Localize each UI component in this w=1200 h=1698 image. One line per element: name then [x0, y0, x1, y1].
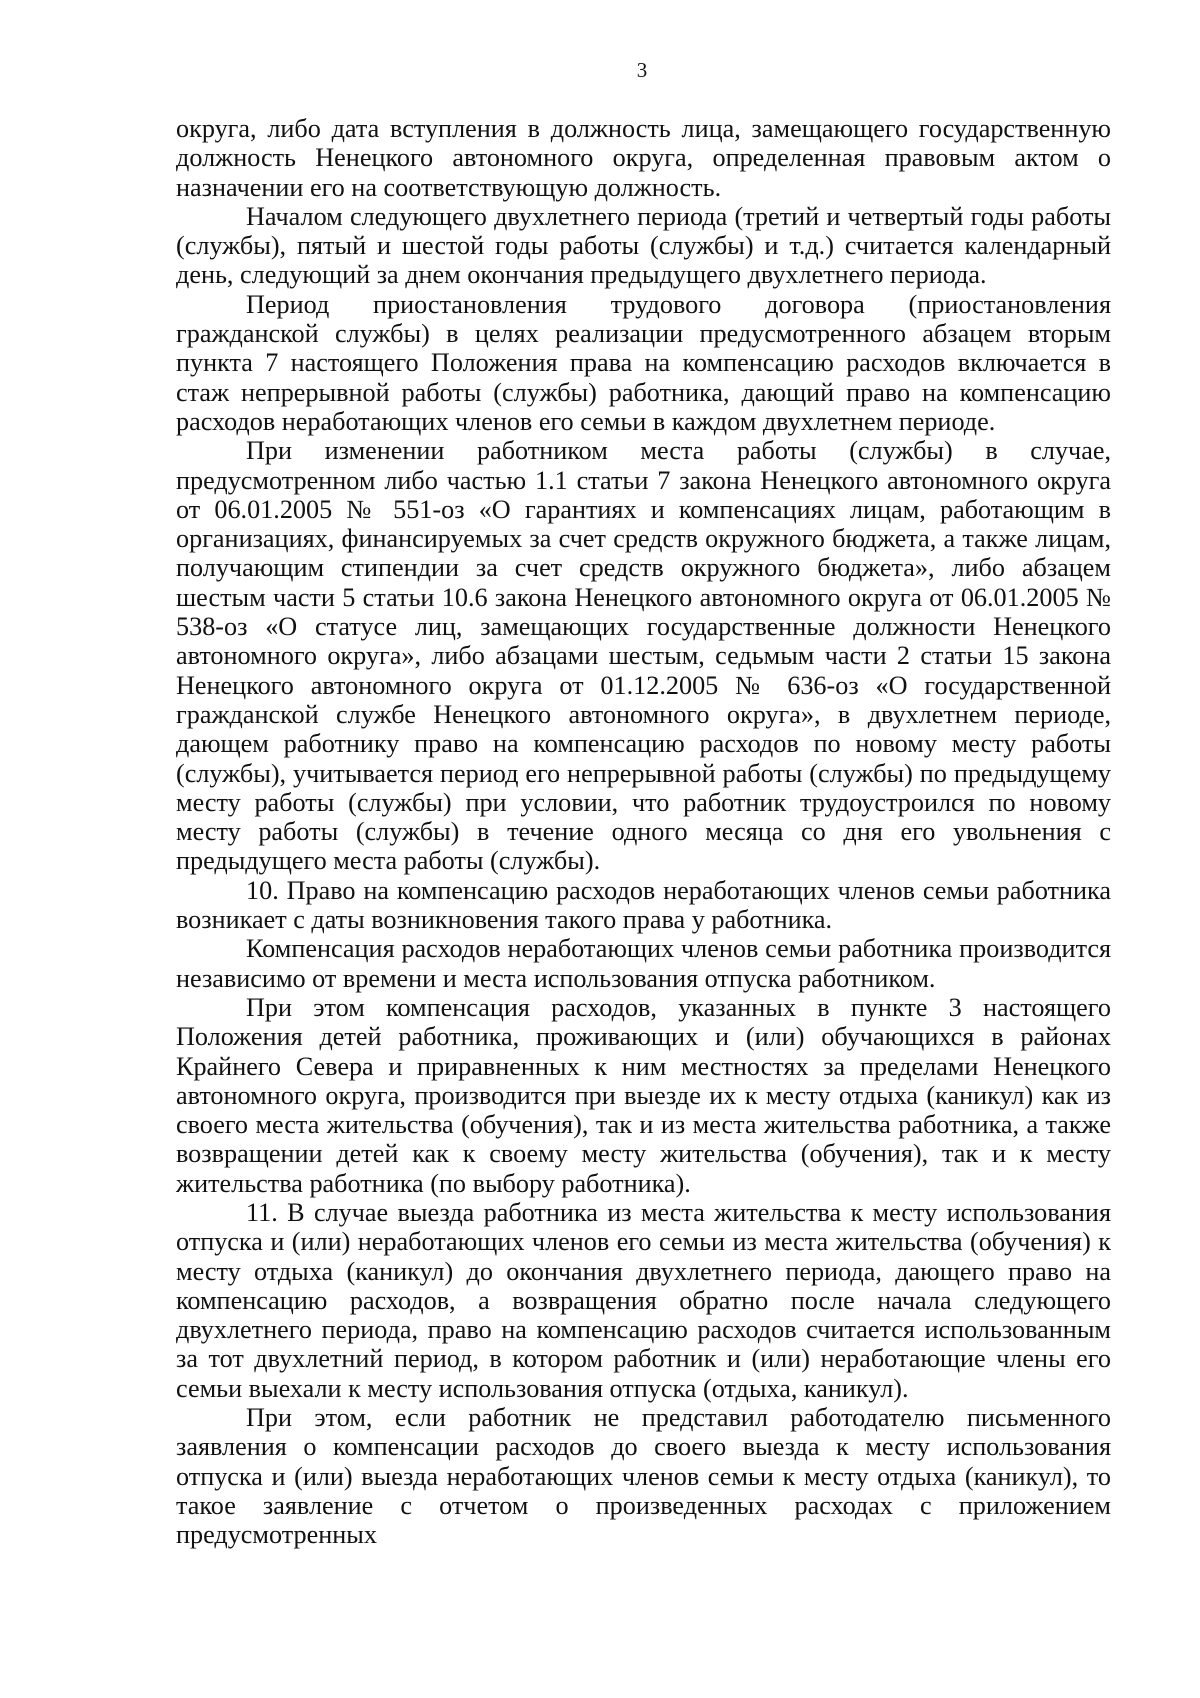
paragraph-compensation-independent: Компенсация расходов неработающих членов семьи работника производится независимо от времени и места использования отпуска работником.	[176, 934, 1111, 993]
paragraph-suspension-period: Период приостановления трудового договора (приостановления гражданской службы) в целях реализации предусмотренного абзацем вторым пункта 7 настоящего Положения права на компенсацию расходов включается в стаж непрерывной работы (службы) работника, дающий право на компенсацию расходов неработающих членов его семьи в каждом двухлетнем периоде.	[176, 289, 1111, 436]
paragraph-item-11: 11. В случае выезда работника из места жительства к месту использования отпуска и (или) неработающих членов его семьи из места жительства (обучения) к месту отдыха (каникул) до окончания двухлетнего периода, дающего право на компенсацию расходов, а возвращения обратно после начала следующего двухлетнего периода, право на компенсацию расходов считается использованным за тот двухлетний период, в котором работник и (или) неработающие члены его семьи выехали к месту использования отпуска (отдыха, каникул).	[176, 1197, 1111, 1403]
paragraph-next-period: Началом следующего двухлетнего периода (третий и четвертый годы работы (службы), пятый и шестой годы работы (службы) и т.д.) считается календарный день, следующий за днем окончания предыдущего двухлетнего периода.	[176, 201, 1111, 290]
paragraph-item-10: 10. Право на компенсацию расходов неработающих членов семьи работника возникает с даты возникновения такого права у работника.	[176, 875, 1111, 935]
page-number: 3	[636, 58, 648, 82]
paragraph-continuation: округа, либо дата вступления в должность лица, замещающего государственную должность Ненецкого автономного округа, определенная правовым актом о назначении его на соответствующую должность.	[176, 114, 1111, 202]
paragraph-change-of-workplace: При изменении работником места работы (службы) в случае, предусмотренном либо частью 1.1 статьи 7 закона Ненецкого автономного округа от 06.01.2005 № 551-оз «О гарантиях и компенсациях лицам, работающим в организациях, финансируемых за счет средств окружного бюджета, а также лицам, получающим стипендии за счет средств окружного бюджета», либо абзацем шестым части 5 статьи 10.6 закона Ненецкого автономного округа от 06.01.2005 № 538-оз «О статусе лиц, замещающих государственные должности Ненецкого автономного округа», либо абзацами шестым, седьмым части 2 статьи 15 закона Ненецкого автономного округа от 01.12.2005 № 636-оз «О государственной гражданской службе Ненецкого автономного округа», в двухлетнем периоде, дающем работнику право на компенсацию расходов по новому месту работы (службы), учитывается период его непрерывной работы (службы) по предыдущему месту работы (службы) при условии, что работник трудоустроился по новому месту работы (службы) в течение одного месяца со дня его увольнения с предыдущего места работы (службы).	[176, 436, 1111, 876]
paragraph-children-compensation: При этом компенсация расходов, указанных в пункте 3 настоящего Положения детей работника, проживающих и (или) обучающихся в районах Крайнего Севера и приравненных к ним местностях за пределами Ненецкого автономного округа, производится при выезде их к месту отдыха (каникул) как из своего места жительства (обучения), так и из места жительства работника, а также возвращении детей как к своему месту жительства (обучения), так и к месту жительства работника (по выбору работника).	[176, 992, 1111, 1198]
document-body	[176, 114, 1111, 1550]
paragraph-application: При этом, если работник не представил работодателю письменного заявления о компенсации расходов до своего выезда к месту использования отпуска и (или) выезда неработающих членов семьи к месту отдыха (каникул), то такое заявление с отчетом о произведенных расходах с приложением предусмотренных	[176, 1403, 1111, 1550]
